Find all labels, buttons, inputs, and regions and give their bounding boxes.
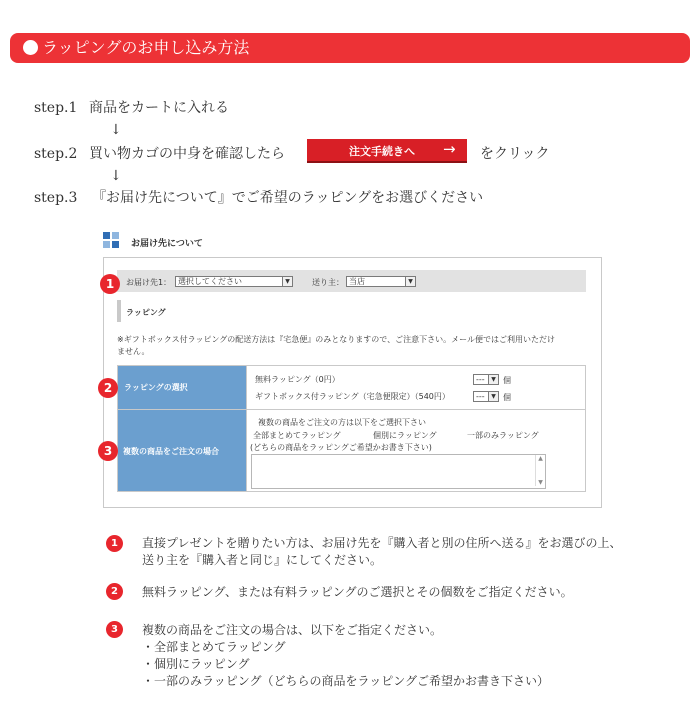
notice-line-1: ※ギフトボックス付ラッピングの配送方法は『宅急便』のみとなりますので、ご注意下さい。メール便ではご利用いただけ [117,335,555,344]
note-3-line-1: 複数の商品をご注文の場合は、以下をご指定ください。 [142,623,443,637]
note-3-option-3: ・一部のみラッピング（どちらの商品をラッピングご希望かお書き下さい） [142,674,550,688]
step-2-text: 買い物カゴの中身を確認したら [89,146,285,162]
note-3-option-1: ・全部まとめてラッピング [142,640,286,654]
sender-select[interactable] [346,276,416,287]
column-divider [246,366,247,491]
badge-1: 1 [100,274,120,294]
multi-line-3: (どちらの商品をラッピングご希望かお書き下さい) [250,443,432,452]
note-badge-2: 2 [106,583,123,600]
delivery-select-value: 選択してください [178,277,242,286]
qty-unit: 個 [503,376,511,385]
multi-header-cell [118,410,246,491]
down-arrow-icon: ↓ [110,122,122,138]
scrollbar[interactable] [535,455,545,486]
note-1-line-1: 直接プレゼントを贈りたい方は、お届け先を『購入者と別の住所へ送る』をお選びの上、 [142,536,622,550]
step-3-label: step.3 [34,190,78,206]
note-1-line-2: 送り主を『購入者と同じ』にしてください。 [142,553,383,567]
grid-icon [103,232,119,252]
step-3-text: 『お届け先について』でご希望のラッピングをお選びください [92,190,484,206]
step-2-suffix: をクリック [480,146,550,162]
qty-unit: 個 [503,393,511,402]
heading-bar [117,300,121,322]
step-2-label: step.2 [34,146,78,162]
wrap-select-header: ラッピングの選択 [124,383,188,392]
order-procedure-button[interactable] [307,139,467,163]
option-each[interactable]: 個別にラッピング [373,431,437,440]
multi-line-1: 複数の商品をご注文の方は以下をご選択下さい [258,418,426,427]
scroll-up-icon[interactable]: ▲ [538,455,543,462]
order-button-label: 注文手続きへ [349,145,415,158]
wrapping-notes-textarea[interactable] [251,454,546,489]
chevron-down-icon: ▼ [488,375,498,384]
free-wrap-option: 無料ラッピング（0円） [255,375,340,384]
free-wrap-qty-value: --- [476,375,485,384]
note-badge-1: 1 [106,535,123,552]
form-title: お届け先について [131,239,203,249]
sender-select-value: 当店 [349,277,365,286]
step-1-label: step.1 [34,100,78,116]
step-1-text: 商品をカートに入れる [89,100,229,116]
free-wrap-qty-select[interactable] [473,374,499,385]
bullet-icon [23,40,38,55]
chevron-down-icon: ▼ [405,277,415,286]
option-partial[interactable]: 一部のみラッピング [467,431,539,440]
delivery-label: お届け先1： [126,278,172,287]
down-arrow-icon: ↓ [110,168,122,184]
arrow-right-icon: → [443,140,456,158]
badge-3: 3 [98,441,118,461]
delivery-select[interactable] [175,276,293,287]
multi-header: 複数の商品をご注文の場合 [123,447,219,456]
gift-wrap-qty-value: --- [476,392,485,401]
wrap-select-header-cell [118,366,246,409]
gift-wrap-option: ギフトボックス付ラッピング（宅急便限定）（540円） [255,392,450,401]
badge-2: 2 [98,378,118,398]
gift-wrap-qty-select[interactable] [473,391,499,402]
note-3-option-2: ・個別にラッピング [142,657,250,671]
option-all[interactable]: 全部まとめてラッピング [253,431,341,440]
chevron-down-icon: ▼ [282,277,292,286]
note-badge-3: 3 [106,621,123,638]
scroll-down-icon[interactable]: ▼ [538,479,543,486]
notice-line-2: ません。 [117,347,150,356]
chevron-down-icon: ▼ [488,392,498,401]
page-title: ラッピングのお申し込み方法 [42,38,250,57]
sender-label: 送り主： [312,278,344,287]
wrapping-heading: ラッピング [126,308,166,317]
note-2: 無料ラッピング、または有料ラッピングのご選択とその個数をご指定ください。 [142,585,573,599]
